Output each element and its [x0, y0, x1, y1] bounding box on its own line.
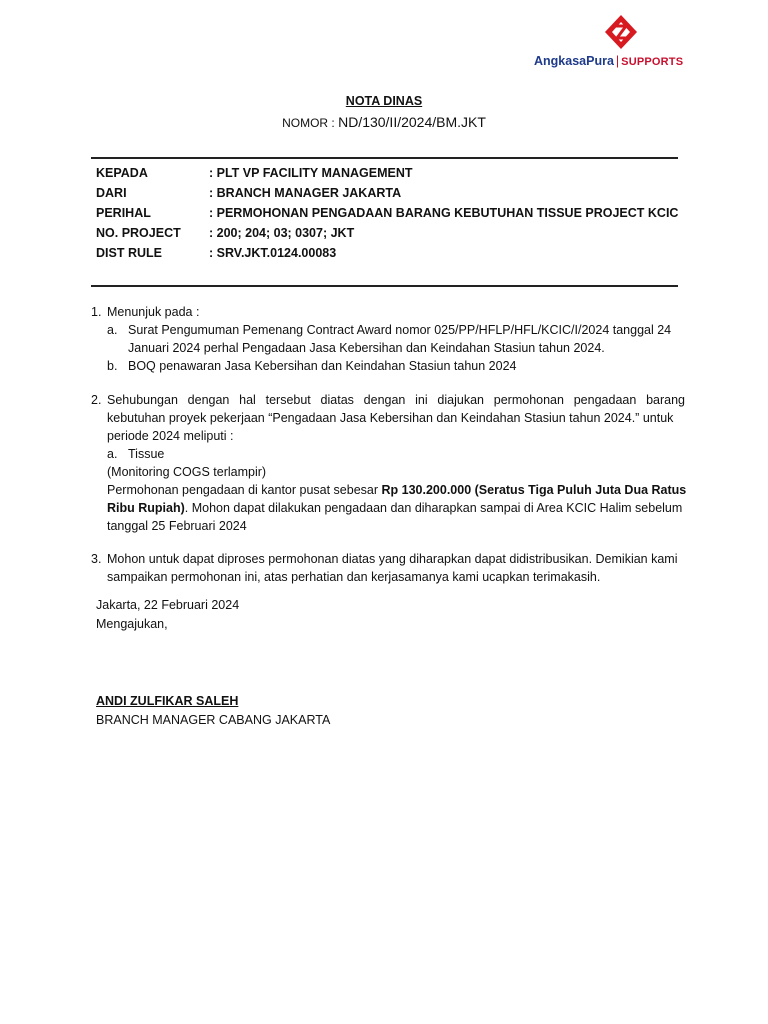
header-divider-top: [91, 157, 678, 159]
place-date: Jakarta, 22 Februari 2024: [96, 598, 240, 612]
paragraph-text: periode 2024 meliputi :: [107, 429, 234, 443]
request-deadline: tanggal 25 Februari 2024: [107, 519, 247, 533]
list-item-text: BOQ penawaran Jasa Kebersihan dan Keindahan Stasiun tahun 2024: [128, 359, 517, 373]
paragraph-text: Menunjuk pada :: [107, 305, 200, 319]
request-amount: Rp 130.200.000 (Seratus Tiga Puluh Juta Dua Ratus: [381, 483, 687, 497]
document-number: [0, 114, 768, 130]
meta-key: DARI: [96, 186, 127, 200]
request-text: Permohonan pengadaan di kantor pusat sebesar: [107, 483, 382, 497]
document-title: NOTA DINAS: [345, 94, 423, 108]
meta-value: : BRANCH MANAGER JAKARTA: [209, 186, 402, 200]
monitoring-note: (Monitoring COGS terlampir): [107, 465, 267, 479]
submit-label: Mengajukan,: [96, 617, 168, 631]
meta-value: : SRV.JKT.0124.00083: [209, 246, 337, 260]
paragraph-text: sampaikan permohonan ini, atas perhatian dan kerjasamanya kami ucapkan terimakasih.: [107, 570, 601, 584]
logo-wordmark: [534, 54, 683, 68]
meta-key: PERIHAL: [96, 206, 151, 220]
paragraph-number: 1.: [91, 305, 102, 319]
nomor-label: NOMOR :: [282, 116, 339, 130]
meta-value: : PLT VP FACILITY MANAGEMENT: [209, 166, 413, 180]
list-item-text: Surat Pengumuman Pemenang Contract Award nomor 025/PP/HFLP/HFL/KCIC/I/2024 tanggal 24: [128, 323, 672, 337]
request-text: . Mohon dapat dilakukan pengadaan dan diharapkan sampai di Area KCIC Halim sebelum: [184, 501, 683, 515]
request-amount-line: [107, 499, 685, 517]
list-item-text: Tissue: [128, 447, 165, 461]
meta-value: : 200; 204; 03; 0307; JKT: [209, 226, 355, 240]
list-item-label: b.: [107, 359, 118, 373]
paragraph-2: [91, 391, 685, 535]
header-divider-bottom: [91, 285, 678, 287]
logo-separator: |: [615, 54, 620, 68]
paragraph-number: 3.: [91, 552, 102, 566]
paragraph-number: 2.: [91, 393, 102, 407]
list-item-label: a.: [107, 447, 118, 461]
signer-name: ANDI ZULFIKAR SALEH: [96, 694, 239, 708]
meta-key: KEPADA: [96, 166, 148, 180]
paragraph-text: kebutuhan proyek pekerjaan “Pengadaan Jasa Kebersihan dan Keindahan Stasiun tahun 2024.” untuk: [107, 411, 674, 425]
request-amount-words: Ribu Rupiah): [107, 501, 185, 515]
paragraph-text: Mohon untuk dapat diproses permohonan diatas yang diharapkan dapat didistribusikan. Demikian kami: [107, 552, 678, 566]
nomor-value: ND/130/II/2024/BM.JKT: [338, 114, 486, 130]
logo-sub: SUPPORTS: [621, 56, 684, 68]
list-item-text: Januari 2024 perhal Pengadaan Jasa Kebersihan dan Keindahan Stasiun tahun 2024.: [128, 341, 605, 355]
paragraph-text: Sehubungan dengan hal tersebut diatas dengan ini diajukan permohonan pengadaan barang: [107, 393, 685, 407]
signer-position: BRANCH MANAGER CABANG JAKARTA: [96, 713, 331, 727]
meta-key: DIST RULE: [96, 246, 162, 260]
meta-key: NO. PROJECT: [96, 226, 181, 240]
request-amount-line: [107, 481, 685, 499]
meta-value: : PERMOHONAN PENGADAAN BARANG KEBUTUHAN TISSUE PROJECT KCIC: [209, 206, 679, 220]
logo-brand: AngkasaPura: [534, 54, 614, 68]
paragraph-1: [91, 303, 685, 375]
company-logo: [534, 14, 684, 70]
paragraph-3: [91, 550, 685, 586]
list-item-label: a.: [107, 323, 118, 337]
angkasa-pura-emblem-icon: [604, 14, 638, 50]
